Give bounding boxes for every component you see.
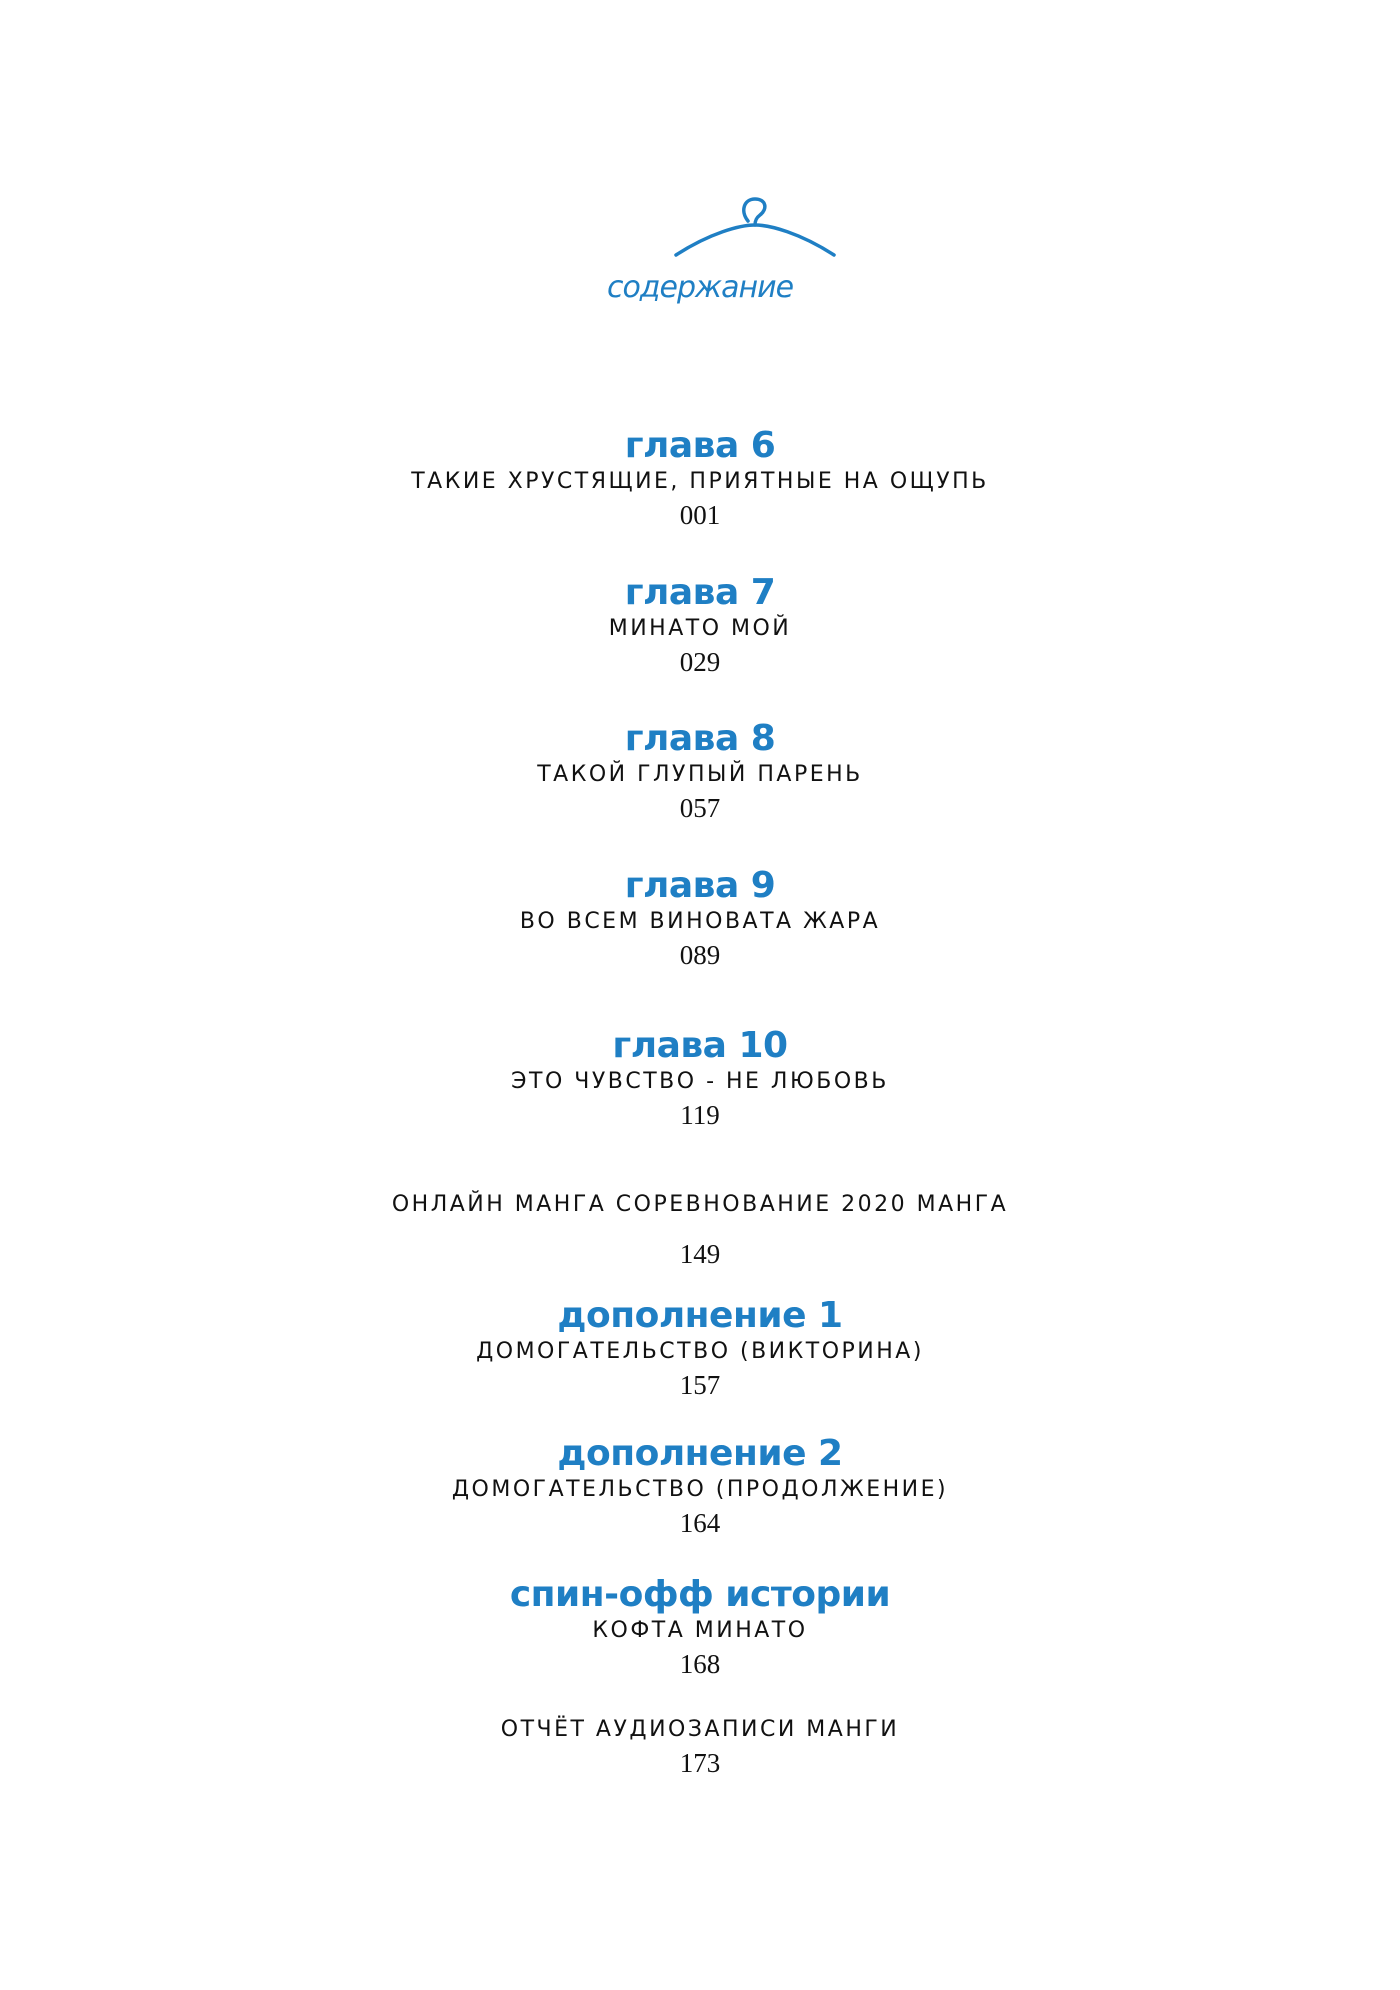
entry-page-number: 164 xyxy=(679,1508,721,1538)
toc-entry-extra-2 xyxy=(0,1433,1400,1541)
entry-subtitle: КОФТА МИНАТО xyxy=(592,1618,808,1643)
entry-heading: дополнение 1 xyxy=(557,1295,843,1336)
entry-subtitle: МИНАТО МОЙ xyxy=(608,616,792,641)
entry-page-number: 057 xyxy=(679,793,721,823)
entry-heading: глава 10 xyxy=(612,1025,788,1066)
entry-heading: глава 6 xyxy=(624,425,776,466)
toc-entry-chapter-10 xyxy=(0,1025,1400,1133)
toc-entry-chapter-8 xyxy=(0,718,1400,826)
entry-subtitle: ДОМОГАТЕЛЬСТВО (ВИКТОРИНА) xyxy=(476,1339,924,1364)
page-title: содержание xyxy=(606,270,794,305)
entry-heading: глава 9 xyxy=(624,865,776,906)
toc-entry-spin-off xyxy=(0,1574,1400,1682)
entry-heading: дополнение 2 xyxy=(557,1433,843,1474)
toc-entry-extra-1 xyxy=(0,1295,1400,1403)
entry-page-number: 089 xyxy=(679,940,721,970)
toc-entry-audio-report xyxy=(0,1715,1400,1781)
entry-heading: глава 8 xyxy=(624,718,776,759)
entry-subtitle: ОНЛАЙН МАНГА СОРЕВНОВАНИЕ 2020 МАНГА xyxy=(391,1192,1009,1217)
entry-subtitle: ДОМОГАТЕЛЬСТВО (ПРОДОЛЖЕНИЕ) xyxy=(451,1477,949,1502)
entry-page-number: 149 xyxy=(679,1239,721,1269)
entry-subtitle: ТАКОЙ ГЛУПЫЙ ПАРЕНЬ xyxy=(537,762,863,787)
entry-subtitle: ВО ВСЕМ ВИНОВАТА ЖАРА xyxy=(519,909,881,934)
entry-page-number: 119 xyxy=(680,1100,720,1130)
entry-heading: глава 7 xyxy=(624,572,776,613)
entry-page-number: 001 xyxy=(679,500,721,530)
entry-page-number: 157 xyxy=(679,1370,721,1400)
toc-entry-chapter-7 xyxy=(0,572,1400,680)
toc-entry-chapter-9 xyxy=(0,865,1400,973)
entry-page-number: 029 xyxy=(679,647,721,677)
entry-subtitle: ТАКИЕ ХРУСТЯЩИЕ, ПРИЯТНЫЕ НА ОЩУПЬ xyxy=(411,469,989,494)
toc-entry-online-manga xyxy=(0,1190,1400,1272)
entry-heading: спин-офф истории xyxy=(509,1574,891,1615)
hanger-icon xyxy=(670,195,840,265)
toc-entry-chapter-6 xyxy=(0,425,1400,533)
entry-subtitle: ОТЧЁТ АУДИОЗАПИСИ МАНГИ xyxy=(500,1717,900,1742)
entry-page-number: 168 xyxy=(679,1649,721,1679)
entry-subtitle: ЭТО ЧУВСТВО - НЕ ЛЮБОВЬ xyxy=(511,1069,889,1094)
entry-page-number: 173 xyxy=(679,1748,721,1778)
